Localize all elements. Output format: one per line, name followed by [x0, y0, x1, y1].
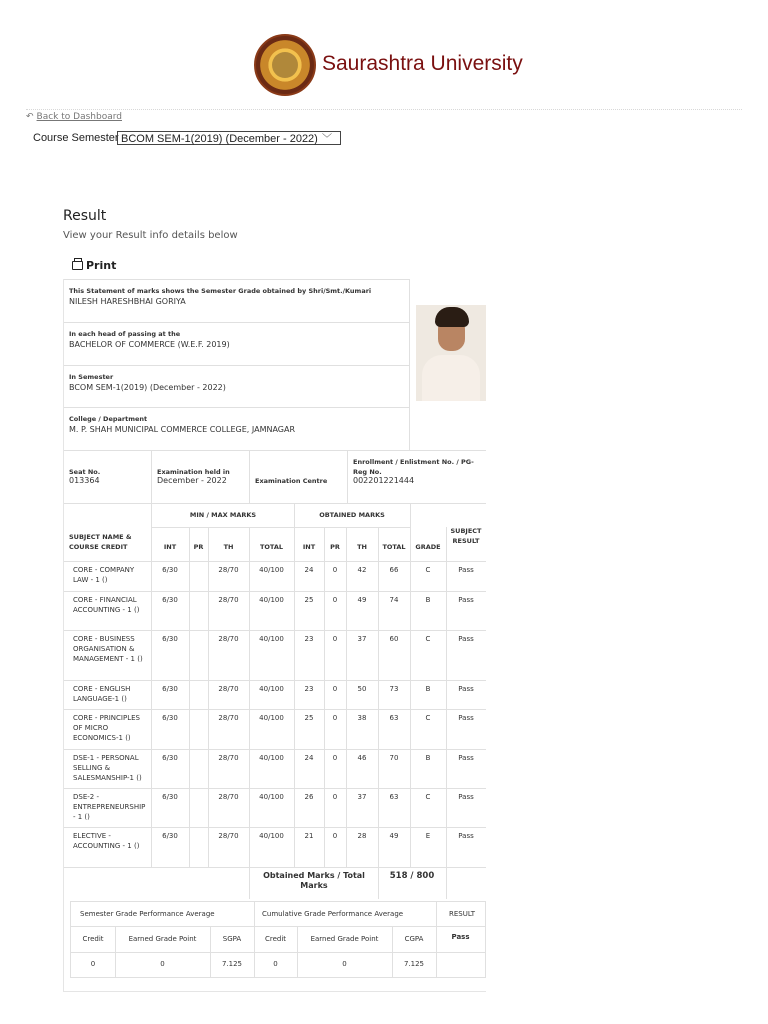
cell-total: 40/100 [259, 754, 284, 762]
statement-label: This Statement of marks shows the Semester Grade obtained by Shri/Smt./Kumari [69, 287, 372, 295]
divider [151, 503, 152, 867]
cell-grade: C [425, 714, 431, 722]
cell-grade: C [425, 793, 431, 801]
cell-th: 28/70 [218, 685, 239, 693]
student-name: NILESH HARESHBHAI GORIYA [69, 297, 186, 306]
cell-ototal: 70 [389, 754, 399, 762]
cell-opr: 0 [332, 685, 338, 693]
divider [64, 630, 486, 631]
semester-label: In Semester [69, 373, 114, 381]
divider [64, 749, 486, 750]
passing-label: In each head of passing at the [69, 330, 181, 338]
cell-opr: 0 [332, 635, 338, 643]
int2-header: INT [302, 543, 316, 551]
divider [410, 503, 411, 867]
credit2-value: 0 [273, 960, 278, 968]
cell-oth: 37 [357, 635, 367, 643]
cell-ototal: 74 [389, 596, 399, 604]
cgpa-value: 7.125 [403, 960, 425, 968]
divider [64, 561, 486, 562]
cell-total: 40/100 [259, 596, 284, 604]
seat-label: Seat No. [69, 468, 101, 476]
divider [64, 827, 486, 828]
site-header [0, 30, 768, 100]
subject-name: CORE - COMPANY LAW - 1 () [73, 566, 135, 584]
cell-th: 28/70 [218, 714, 239, 722]
exam-held-value: December - 2022 [157, 476, 227, 485]
earned-label: Earned Grade Point [128, 935, 197, 943]
cell-opr: 0 [332, 832, 338, 840]
divider [71, 926, 485, 927]
enrollment-label: Enrollment / Enlistment No. / PG-Reg No. [353, 458, 474, 476]
cell-oth: 49 [357, 596, 367, 604]
college-name: M. P. SHAH MUNICIPAL COMMERCE COLLEGE, JAMNAGAR [69, 425, 296, 434]
credit-value: 0 [90, 960, 96, 968]
cell-th: 28/70 [218, 793, 239, 801]
total2-header: TOTAL [382, 543, 406, 551]
subject-name: CORE - FINANCIAL ACCOUNTING - 1 () [73, 596, 140, 614]
cell-opr: 0 [332, 566, 338, 574]
cell-oint: 23 [304, 685, 314, 693]
cell-grade: B [425, 754, 431, 762]
divider [446, 867, 447, 899]
cell-int: 6/30 [162, 754, 178, 762]
result-value: Pass [451, 933, 470, 941]
student-photo [416, 305, 486, 401]
cell-oth: 42 [357, 566, 367, 574]
divider [64, 709, 486, 710]
cell-ototal: 63 [389, 793, 399, 801]
cell-oint: 25 [304, 596, 314, 604]
cell-int: 6/30 [162, 566, 178, 574]
cell-total: 40/100 [259, 793, 284, 801]
divider [26, 109, 742, 110]
credit2-label: Credit [264, 935, 287, 943]
result-header: RESULT [449, 910, 476, 918]
course-semester-select[interactable] [117, 131, 341, 145]
cell-oth: 38 [357, 714, 367, 722]
cell-grade: B [425, 685, 431, 693]
cell-oint: 21 [304, 832, 314, 840]
printer-icon [72, 261, 83, 270]
cell-oth: 37 [357, 793, 367, 801]
sgpa-group-label: Semester Grade Performance Average [80, 910, 215, 918]
subject-name: DSE-1 - PERSONAL SELLING & SALESMANSHIP-1 () [73, 754, 142, 782]
sgpa-label: SGPA [222, 935, 242, 943]
cell-total: 40/100 [259, 685, 284, 693]
total-header: TOTAL [259, 543, 284, 551]
semester-block [64, 365, 410, 407]
th2-header: TH [357, 543, 367, 551]
th-header: TH [223, 543, 234, 551]
earned2-value: 0 [342, 960, 347, 968]
back-to-dashboard-link[interactable] [26, 112, 122, 122]
divider [151, 450, 152, 503]
cell-grade: E [425, 832, 431, 840]
divider [249, 450, 250, 503]
grade-header: GRADE [415, 543, 441, 551]
cell-int: 6/30 [162, 596, 178, 604]
cell-int: 6/30 [162, 635, 178, 643]
passing-block [64, 322, 410, 365]
obtained-total-label: Obtained Marks / Total Marks [263, 871, 365, 890]
cell-result: Pass [458, 685, 474, 693]
divider [64, 591, 486, 592]
cell-th: 28/70 [218, 596, 239, 604]
subject-name: CORE - BUSINESS ORGANISATION & MANAGEMENT - 1 () [73, 635, 143, 663]
obtained-group-header: OBTAINED MARKS [319, 511, 385, 519]
college-block [64, 407, 410, 450]
cell-result: Pass [458, 754, 474, 762]
course-semester-label: Course Semester [33, 132, 119, 144]
chevron-down-icon: ﹀ [322, 134, 332, 145]
subject-name: CORE - PRINCIPLES OF MICRO ECONOMICS-1 () [73, 714, 140, 742]
pr2-header: PR [330, 543, 340, 551]
divider [446, 527, 447, 867]
cell-result: Pass [458, 793, 474, 801]
divider [208, 527, 209, 867]
divider [189, 527, 190, 867]
cell-oint: 26 [304, 793, 314, 801]
enrollment-number: 002201221444 [353, 476, 415, 485]
cell-int: 6/30 [162, 832, 178, 840]
divider [64, 450, 486, 451]
grade-summary [70, 901, 486, 978]
cgpa-group-label: Cumulative Grade Performance Average [262, 910, 404, 918]
int-header: INT [163, 543, 177, 551]
cell-th: 28/70 [218, 566, 239, 574]
divider [64, 867, 486, 868]
sgpa-value: 7.125 [221, 960, 243, 968]
divider [64, 680, 486, 681]
cell-opr: 0 [332, 714, 338, 722]
page-title: Result [63, 208, 107, 224]
cell-grade: B [425, 596, 431, 604]
statement-block [64, 279, 410, 322]
cell-ototal: 66 [389, 566, 399, 574]
divider [71, 952, 485, 953]
subject-name: CORE - ENGLISH LANGUAGE-1 () [73, 685, 131, 703]
university-name: Saurashtra University [322, 52, 523, 75]
cell-int: 6/30 [162, 793, 178, 801]
cell-result: Pass [458, 635, 474, 643]
divider [249, 867, 250, 899]
subject-name: DSE-2 - ENTREPRENEURSHIP - 1 () [73, 793, 146, 821]
cell-result: Pass [458, 566, 474, 574]
cell-ototal: 63 [389, 714, 399, 722]
exam-held-label: Examination held in [157, 468, 230, 476]
print-button[interactable] [72, 259, 116, 272]
subject-header: SUBJECT NAME & COURSE CREDIT [69, 533, 132, 551]
divider [294, 503, 295, 867]
cell-total: 40/100 [259, 635, 284, 643]
cell-oint: 25 [304, 714, 314, 722]
result-card [63, 279, 486, 992]
cell-opr: 0 [332, 754, 338, 762]
university-logo-icon [254, 34, 316, 96]
earned-value: 0 [160, 960, 165, 968]
earned2-label: Earned Grade Point [310, 935, 379, 943]
pr-header: PR [193, 543, 204, 551]
cell-oint: 23 [304, 635, 314, 643]
divider [378, 527, 379, 867]
cell-total: 40/100 [259, 832, 284, 840]
divider [64, 503, 486, 504]
cell-grade: C [425, 566, 431, 574]
back-arrow-icon: ↶ [26, 112, 34, 122]
cell-oth: 28 [357, 832, 367, 840]
cell-int: 6/30 [162, 685, 178, 693]
divider [249, 527, 250, 867]
cell-total: 40/100 [259, 714, 284, 722]
cell-ototal: 49 [389, 832, 399, 840]
subject-name: ELECTIVE - ACCOUNTING - 1 () [73, 832, 140, 850]
cell-oint: 24 [304, 754, 314, 762]
college-label: College / Department [69, 415, 148, 423]
cell-ototal: 60 [389, 635, 399, 643]
back-label: Back to Dashboard [36, 112, 122, 122]
cell-opr: 0 [332, 596, 338, 604]
page-subtitle: View your Result info details below [63, 230, 238, 241]
course-semester-value: BCOM SEM-1(2019) (December - 2022) [121, 133, 318, 145]
cell-th: 28/70 [218, 635, 239, 643]
cgpa-label: CGPA [404, 935, 424, 943]
credit-label: Credit [82, 935, 104, 943]
semester-value: BCOM SEM-1(2019) (December - 2022) [69, 383, 226, 392]
program-name: BACHELOR OF COMMERCE (W.E.F. 2019) [69, 340, 230, 349]
seat-number: 013364 [69, 476, 100, 485]
cell-opr: 0 [332, 793, 338, 801]
print-label: Print [86, 259, 117, 272]
result-header: SUBJECT RESULT [450, 527, 482, 545]
min-max-group-header: MIN / MAX MARKS [189, 511, 257, 519]
divider [64, 788, 486, 789]
cell-oth: 50 [357, 685, 367, 693]
obtained-total-value: 518 / 800 [389, 871, 435, 881]
cell-int: 6/30 [162, 714, 178, 722]
cell-oth: 46 [357, 754, 367, 762]
cell-oint: 24 [304, 566, 314, 574]
cell-result: Pass [458, 596, 474, 604]
cell-ototal: 73 [389, 685, 399, 693]
cell-th: 28/70 [218, 832, 239, 840]
exam-centre-label: Examination Centre [255, 477, 328, 485]
divider [346, 527, 347, 867]
cell-total: 40/100 [259, 566, 284, 574]
cell-result: Pass [458, 832, 474, 840]
divider [324, 527, 325, 867]
divider [347, 450, 348, 503]
cell-th: 28/70 [218, 754, 239, 762]
cell-grade: C [425, 635, 431, 643]
cell-result: Pass [458, 714, 474, 722]
